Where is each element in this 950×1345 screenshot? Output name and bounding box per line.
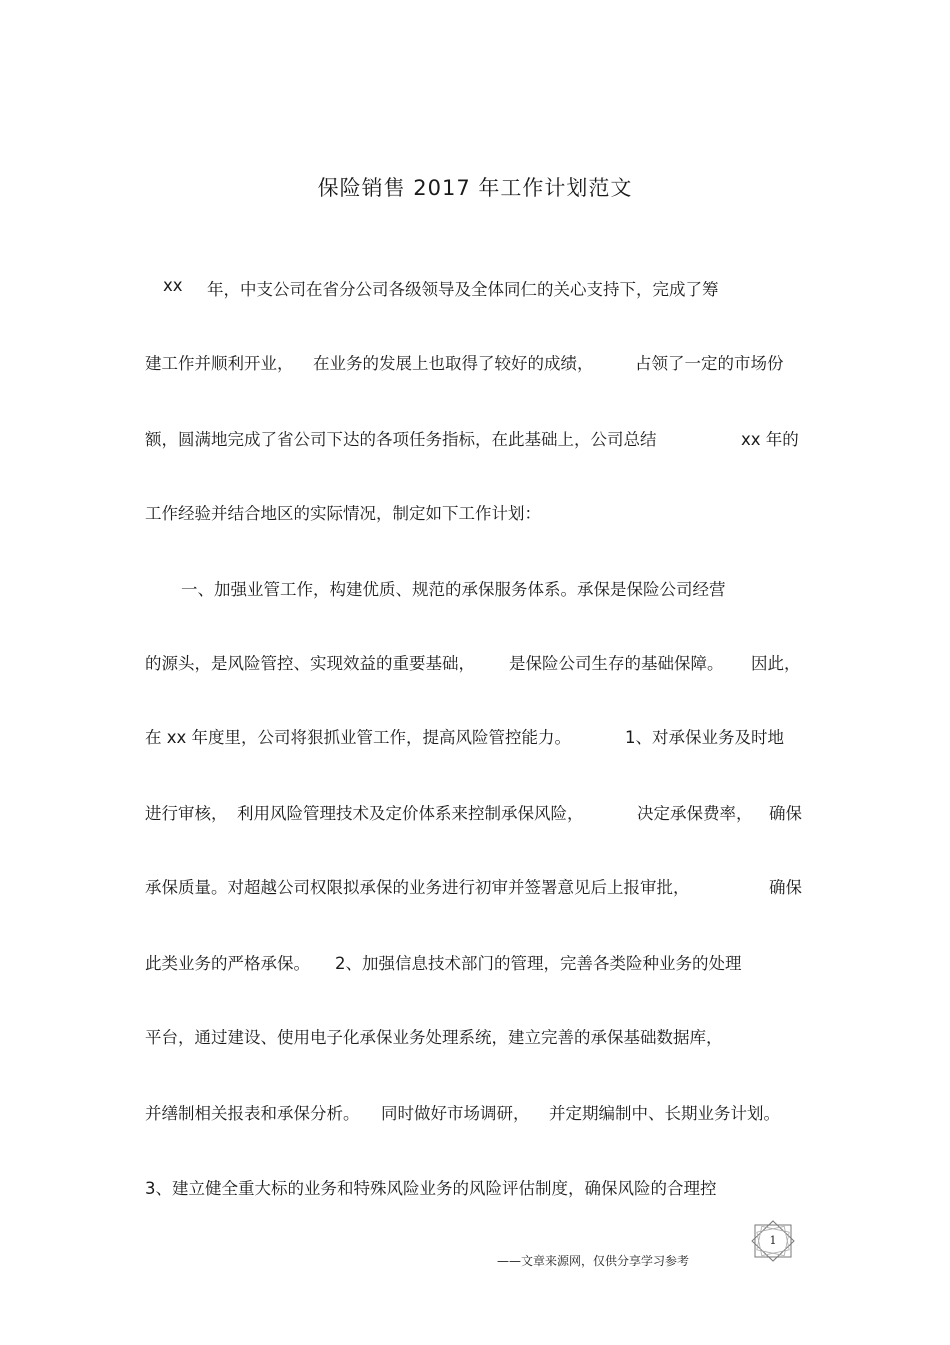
text-segment: 在业务的发展上也取得了较好的成绩， [313, 354, 594, 373]
text-segment: 3、建立健全重大标的业务和特殊风险业务的风险评估制度，确保风险的合理控 [145, 1179, 717, 1198]
text-segment: 年，中支公司在省分公司各级领导及全体同仁的关心支持下，完成了筹 [207, 280, 719, 299]
footer-note: ——文章来源网，仅供分享学习参考 [497, 1254, 690, 1268]
text-segment: 平台，通过建设、使用电子化承保业务处理系统，建立完善的承保基础数据库， [145, 1028, 723, 1047]
text-segment: 利用风险管理技术及定价体系来控制承保风险， [237, 804, 584, 823]
text-segment: 同时做好市场调研， [381, 1104, 530, 1123]
text-segment: 进行审核， [145, 804, 228, 823]
text-segment: 一、加强业管工作，构建优质、规范的承保服务体系。承保是保险公司经营 [181, 580, 726, 599]
text-segment: 并缮制相关报表和承保分析。 [145, 1104, 360, 1123]
page-number: 1 [769, 1234, 777, 1247]
text-segment: 在 xx 年度里，公司将狠抓业管工作，提高风险管控能力。 [145, 728, 572, 747]
text-segment: 建工作并顺利开业， [145, 354, 294, 373]
text-segment: xx 年的 [741, 430, 799, 449]
text-segment: 额，圆满地完成了省公司下达的各项任务指标，在此基础上，公司总结 [145, 430, 657, 449]
page-number-badge [749, 1220, 797, 1262]
text-segment: 承保质量。对超越公司权限拟承保的业务进行初审并签署意见后上报审批， [145, 878, 690, 897]
text-segment: 此类业务的严格承保。 [145, 954, 310, 973]
text-segment: 决定承保费率， [637, 804, 753, 823]
text-segment: 2、加强信息技术部门的管理，完善各类险种业务的处理 [335, 954, 742, 973]
text-segment: 确保 [769, 878, 802, 897]
text-segment: xx [163, 276, 183, 295]
text-segment: 1、对承保业务及时地 [625, 728, 784, 747]
text-segment: 确保 [769, 804, 802, 823]
document-title: 保险销售 2017 年工作计划范文 [317, 176, 633, 200]
text-segment: 因此， [751, 654, 801, 673]
text-segment: 占领了一定的市场份 [635, 354, 784, 373]
text-segment: 工作经验并结合地区的实际情况，制定如下工作计划： [145, 504, 541, 523]
text-segment: 的源头，是风险管控、实现效益的重要基础， [145, 654, 475, 673]
text-segment: 是保险公司生存的基础保障。 [509, 654, 724, 673]
text-segment: 并定期编制中、长期业务计划。 [549, 1104, 780, 1123]
